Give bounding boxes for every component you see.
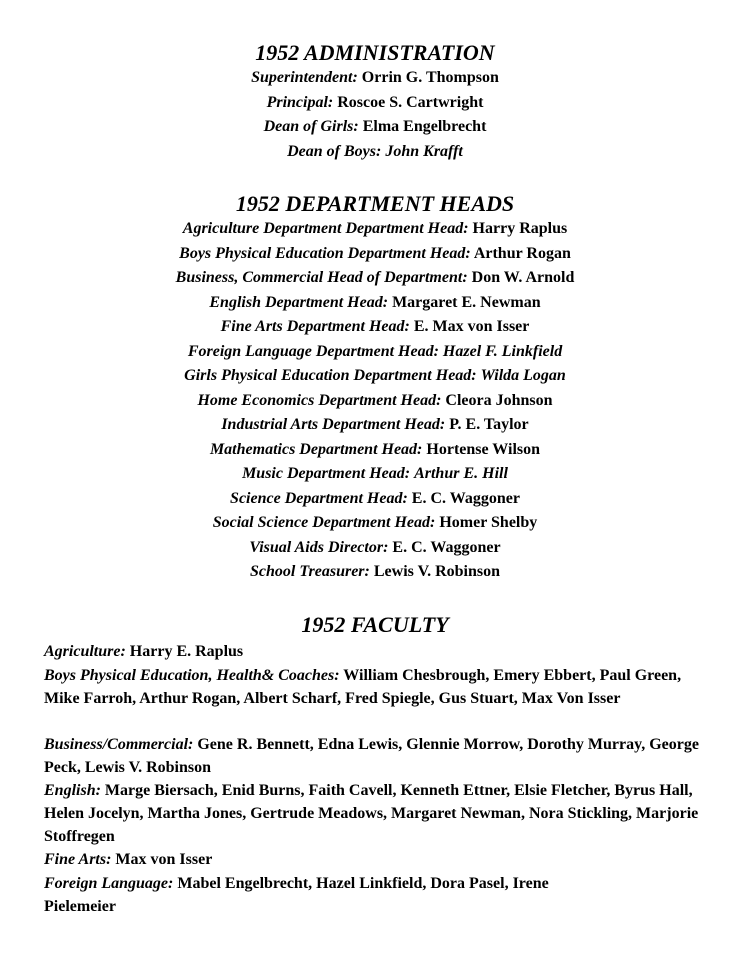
faculty-dept: Fine Arts: (44, 851, 112, 868)
dept-head-entry (0, 489, 750, 509)
admin-name: Roscoe S. Cartwright (337, 94, 484, 111)
admin-entry (0, 68, 750, 88)
dept-head-entry (0, 440, 750, 460)
dept-head-role: Social Science Department Head: (212, 514, 436, 531)
dept-head-role: Science Department Head: (230, 490, 408, 507)
dept-head-entry (0, 562, 750, 582)
faculty-title: 1952 FACULTY (301, 612, 449, 637)
faculty-dept: Boys Physical Education, Health& Coaches: (44, 667, 340, 684)
dept-head-name: E. C. Waggoner (411, 490, 520, 507)
dept-head-name: Margaret E. Newman (392, 294, 541, 311)
dept-head-role: Business, Commercial Head of Department: (175, 269, 468, 286)
admin-role: Superintendent: (251, 69, 358, 86)
dept-head-role: Girls Physical Education Department Head: (184, 367, 477, 384)
faculty-names: Mabel Engelbrecht, Hazel Linkfield, Dora Pasel, Irene Pielemeier (44, 875, 549, 915)
admin-name: John Krafft (385, 143, 463, 160)
dept-head-name: Wilda Logan (480, 367, 566, 384)
dept-head-entry (0, 219, 750, 239)
administration-title: 1952 ADMINISTRATION (255, 40, 495, 65)
dept-head-entry (0, 342, 750, 362)
dept-head-entry (0, 391, 750, 411)
dept-head-name: E. C. Waggoner (392, 539, 501, 556)
admin-name: Elma Engelbrecht (362, 118, 487, 135)
admin-entry (0, 142, 750, 162)
dept-head-entry (0, 415, 750, 435)
faculty-names: Marge Biersach, Enid Burns, Faith Cavell, Kenneth Ettner, Elsie Fletcher, Byrus Hall, Helen Jocelyn, Martha Jones, Gertrude Meadows, Margaret Newman, Nora Stickling, Marjorie Stoffregen (44, 782, 699, 845)
dept-head-role: School Treasurer: (250, 563, 370, 580)
faculty-entry (44, 733, 714, 779)
admin-name: Orrin G. Thompson (361, 69, 499, 86)
dept-head-role: English Department Head: (209, 294, 389, 311)
faculty-dept: Business/Commercial: (44, 736, 194, 753)
faculty-entry (44, 872, 604, 918)
dept-head-entry (0, 317, 750, 337)
faculty-dept: Agriculture: (44, 643, 126, 660)
faculty-dept: Foreign Language: (44, 875, 174, 892)
dept-head-entry (0, 244, 750, 264)
dept-head-role: Fine Arts Department Head: (220, 318, 410, 335)
dept-head-role: Home Economics Department Head: (197, 392, 442, 409)
faculty-entry (44, 664, 714, 710)
faculty-entry (44, 640, 714, 663)
dept-head-name: Cleora Johnson (445, 392, 553, 409)
dept-head-entry (0, 464, 750, 484)
dept-head-name: Don W. Arnold (471, 269, 575, 286)
dept-head-role: Music Department Head: (242, 465, 411, 482)
admin-role: Principal: (266, 94, 334, 111)
dept-head-role: Agriculture Department Department Head: (182, 220, 469, 237)
dept-head-name: Arthur E. Hill (414, 465, 508, 482)
faculty-entry (44, 848, 714, 871)
dept-head-entry (0, 268, 750, 288)
department-heads-title: 1952 DEPARTMENT HEADS (235, 191, 515, 216)
dept-head-role: Industrial Arts Department Head: (221, 416, 446, 433)
faculty-names: Gene R. Bennett, Edna Lewis, Glennie Morrow, Dorothy Murray, George Peck, Lewis V. Robinson (44, 736, 699, 776)
dept-head-role: Mathematics Department Head: (209, 441, 423, 458)
dept-head-name: Homer Shelby (439, 514, 538, 531)
admin-entry (0, 93, 750, 113)
dept-head-entry (0, 293, 750, 313)
dept-head-role: Visual Aids Director: (249, 539, 389, 556)
dept-head-role: Boys Physical Education Department Head: (179, 245, 471, 262)
dept-head-name: Lewis V. Robinson (373, 563, 500, 580)
dept-head-name: Harry Raplus (472, 220, 568, 237)
dept-head-name: Hazel F. Linkfield (442, 343, 563, 360)
faculty-dept: English: (44, 782, 101, 799)
admin-entry (0, 117, 750, 137)
admin-role: Dean of Boys: (287, 143, 382, 160)
faculty-names: William Chesbrough, Emery Ebbert, Paul Green, Mike Farroh, Arthur Rogan, Albert Scharf, Fred Spiegle, Gus Stuart, Max Von Isser (44, 667, 682, 707)
faculty-names: Max von Isser (115, 851, 213, 868)
faculty-entry (44, 779, 714, 848)
dept-head-name: Arthur Rogan (473, 245, 571, 262)
admin-role: Dean of Girls: (263, 118, 359, 135)
dept-head-name: E. Max von Isser (413, 318, 530, 335)
dept-head-name: Hortense Wilson (426, 441, 541, 458)
faculty-names: Harry E. Raplus (129, 643, 244, 660)
dept-head-role: Foreign Language Department Head: (187, 343, 439, 360)
dept-head-entry (0, 366, 750, 386)
dept-head-entry (0, 513, 750, 533)
dept-head-name: P. E. Taylor (449, 416, 529, 433)
dept-head-entry (0, 538, 750, 558)
